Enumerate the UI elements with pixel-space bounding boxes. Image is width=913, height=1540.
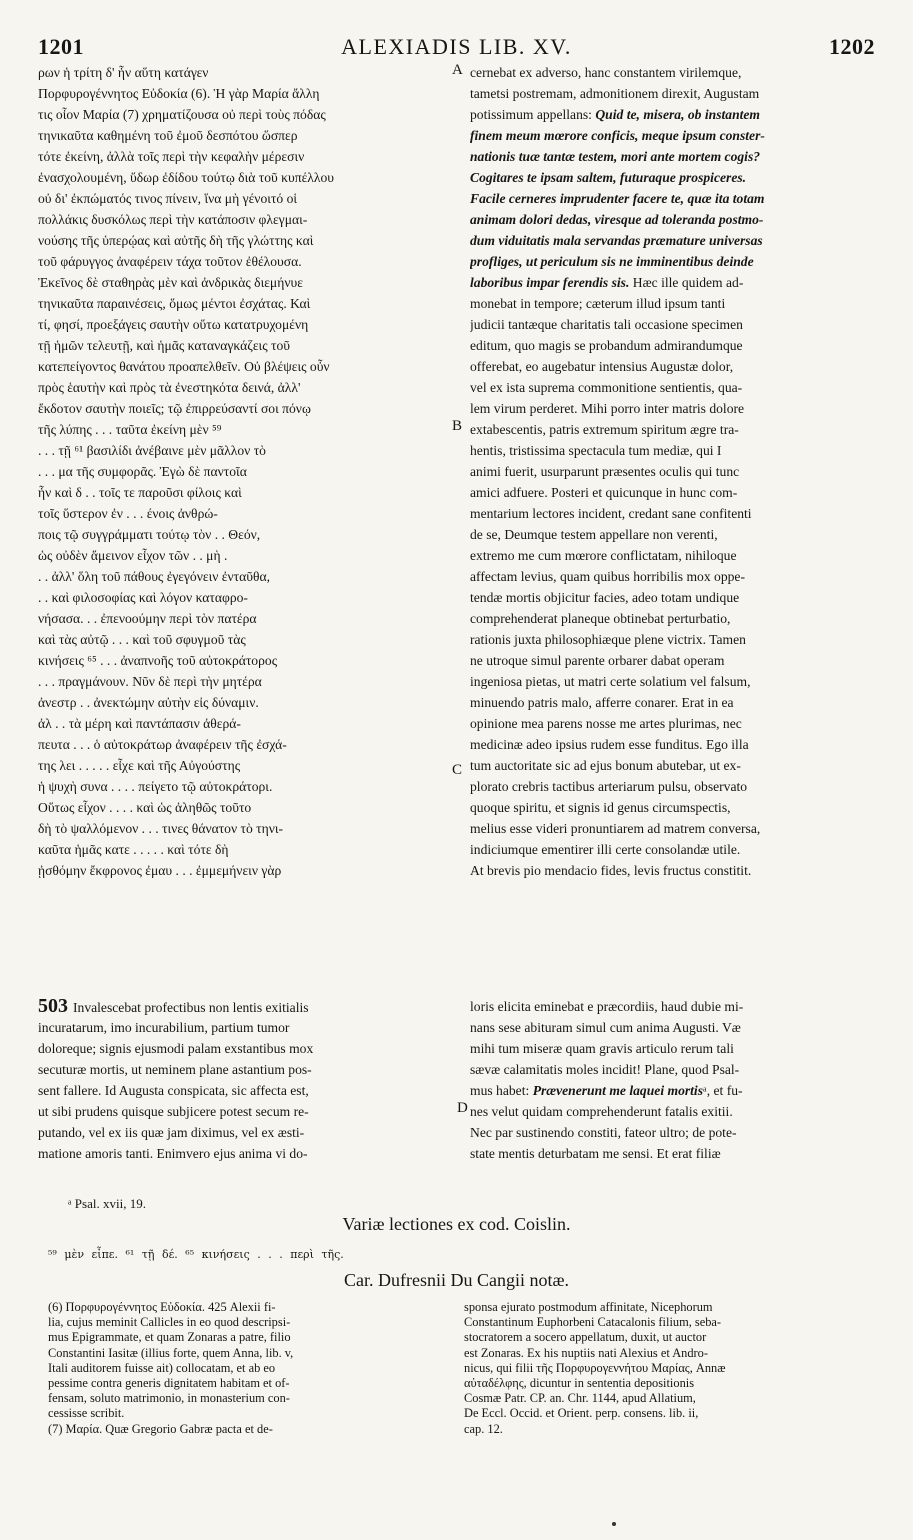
- latin-text-line: profliges, ut periculum sis ne imminentibus deinde: [470, 254, 754, 269]
- note-line: De Eccl. Occid. et Orient. perp. consens. lib. ii,: [464, 1406, 699, 1421]
- greek-text-line: ὡς οὐδὲν ἄμεινον εἶχον τῶν . . μὴ .: [38, 548, 228, 563]
- greek-text-line: της λει . . . . . εἶχε καὶ τῆς Αὐγούστης: [38, 758, 241, 773]
- latin-text-line: judicii tantæque charitatis tali occasione specimen: [470, 317, 743, 332]
- greek-text-line: τότε ἐκείνη, ἀλλὰ τοῖς περὶ τὴν κεφαλὴν μέρεσιν: [38, 149, 305, 164]
- latin-text-line: animi fuerit, usurparunt præsentes oculis qui tunc: [470, 464, 740, 479]
- note-line: mus Epigrammate, et quam Zonaras a patre, filio: [48, 1330, 291, 1345]
- greek-text-line: καῦτα ἡμᾶς κατε . . . . . καὶ τότε δὴ: [38, 842, 229, 857]
- greek-text-line: . . ἀλλ' ὅλη τοῦ πάθους ἐγεγόνειν ἐνταῦθα,: [38, 569, 270, 584]
- running-title: ALEXIADIS LIB. XV.: [341, 34, 572, 59]
- latin-text-line: ut sibi prudens quisque subjicere potest secum re-: [38, 1104, 309, 1119]
- latin-text-line: minuendo patris malo, afferre conarer. Erat in ea: [470, 695, 734, 710]
- note-line: lia, cujus meminit Callicles in eo quod descripsi-: [48, 1315, 291, 1330]
- greek-text-line: κατεπείγοντος θανάτου προαπελθεῖν. Οὐ βλέψεις οὖν: [38, 359, 330, 374]
- latin-text-line: incuratarum, imo incurabilium, partium tumor: [38, 1020, 290, 1035]
- footnote: ᵃ Psal. xvii, 19.: [68, 1196, 146, 1211]
- page-number-right: 1202: [829, 34, 875, 59]
- note-line: Cosmæ Patr. CP. an. Chr. 1144, apud Allatium,: [464, 1391, 696, 1406]
- greek-text-line: ἡ ψυχὴ συνα . . . . πείγετο τῷ αὐτοκράτορι.: [38, 779, 273, 794]
- latin-text-line: sævæ calamitatis moles incidit! Plane, quod Psal-: [470, 1062, 740, 1077]
- greek-text-line: οὐ δι' ἐκπώματός τινος πίνειν, ἵνα μὴ γένοιτό οἱ: [38, 191, 298, 206]
- latin-text-bottom-left: [38, 996, 453, 1164]
- note-line: Itali auditorem fuisse ait) collocatam, et ab eo: [48, 1360, 276, 1375]
- latin-text-line: secuturæ mortis, ut neminem plane astantium pos-: [38, 1062, 312, 1077]
- greek-text-line: ἦν καὶ δ . . τοῖς τε παροῦσι φίλοις καὶ: [38, 485, 242, 500]
- note-line: cap. 12.: [464, 1421, 503, 1436]
- latin-text-line: tametsi postremam, admonitionem direxit, Augustam: [470, 86, 760, 101]
- latin-text-line: nans sese abituram simul cum anima Augusti. Væ: [470, 1020, 741, 1035]
- notes-right-column: [464, 1300, 884, 1437]
- latin-text-line: offerebat, eo augebatur intensius Augustæ dolor,: [470, 359, 734, 374]
- greek-text-line: Ἐκεῖνος δὲ σταθηρὰς μὲν καὶ ἀνδρικὰς διεμήνυε: [38, 275, 303, 290]
- page-number-left: 1201: [38, 34, 84, 59]
- print-mark: [612, 1522, 616, 1526]
- greek-text-line: ρων ἡ τρίτη δ' ἦν αὕτη κατάγεν: [38, 65, 209, 80]
- latin-text-column: [470, 62, 882, 881]
- note-line: αὐταδέλφης, dicuntur in sententia depositionis: [464, 1375, 695, 1390]
- greek-text-line: τί, φησί, προεξάγεις σαυτὴν οὕτω κατατρυχομένη: [38, 317, 309, 332]
- latin-text-line: dum viduitatis mala servandas præmature universas: [470, 233, 763, 248]
- note-line: est Zonaras. Ex his nuptiis nati Alexius et Andro-: [464, 1345, 708, 1360]
- latin-text-bottom-right: [470, 996, 882, 1164]
- greek-text-line: ἀνεστρ . . ἀνεκτώμην αὐτὴν εἰς δύναμιν.: [38, 695, 259, 710]
- margin-letter-b: B: [452, 418, 463, 434]
- latin-text-line: opinione mea parens nosse me artes plurimas, nec: [470, 716, 742, 731]
- greek-text-line: καὶ τὰς αὐτῷ . . . καὶ τοῦ σφυγμοῦ τὰς: [38, 632, 246, 647]
- latin-text-line: Nec par sustinendo constiti, fateor ultro; de pote-: [470, 1125, 737, 1140]
- latin-text-line: monebat in tempore; cæterum illud ipsum tanti: [470, 296, 726, 311]
- latin-text-line: doloreque; signis ejusmodi palam exstantibus mox: [38, 1041, 314, 1056]
- greek-text-line: πρὸς ἑαυτὴν καὶ πρὸς τὰ ἐνεστηκότα δεινά, ἀλλ': [38, 380, 301, 395]
- latin-text-line: melius esse videri pronuntiarem ad matrem conversa,: [470, 821, 761, 836]
- note-line: Constantinum Euphorbeni Catacalonis filium, seba-: [464, 1315, 722, 1330]
- greek-text-line: . . . πραγμάνουν. Νῦν δὲ περὶ τὴν μητέρα: [38, 674, 262, 689]
- note-line: (6) Πορφυρογέννητος Εὐδοκία. 425 Alexii fi-: [48, 1300, 276, 1314]
- greek-text-line: ἀλ . . τὰ μέρη καὶ παντάπασιν ἀθερά-: [38, 716, 241, 731]
- greek-text-line: κινήσεις ⁶⁵ . . . ἀναπνοῆς τοῦ αὐτοκράτορος: [38, 653, 278, 668]
- greek-text-line: ποις τῷ συγγράμματι τούτῳ τὸν . . Θεόν,: [38, 527, 261, 542]
- greek-text-line: δὴ τὸ ψαλλόμενον . . . τινες θάνατον τὸ τηνι-: [38, 821, 284, 836]
- latin-text-line: rationis juxta philosophiæque plene victrix. Tamen: [470, 632, 746, 647]
- latin-text-line: editum, quo magis se probandum admirandumque: [470, 338, 743, 353]
- latin-text-line: Cogitares te ipsam saltem, futuraque prospiceres.: [470, 170, 747, 185]
- greek-text-line: τῇ ἡμῶν τελευτῇ, καὶ ἡμᾶς καταναγκάζεις τοῦ: [38, 338, 290, 353]
- notes-heading: Car. Dufresnii Du Cangii notæ.: [344, 1270, 569, 1290]
- latin-text-line: cernebat ex adverso, hanc constantem virilemque,: [470, 65, 742, 80]
- note-line: pessime contra generis dignitatem habitam et of-: [48, 1375, 290, 1390]
- notes-left-column: [48, 1300, 446, 1437]
- greek-text-line: πευτα . . . ὁ αὐτοκράτωρ ἀναφέρειν τῆς ἐσχά-: [38, 737, 287, 752]
- greek-text-line: τοῖς ὕστερον ἐν . . . ένοις ἀνθρώ-: [38, 506, 218, 521]
- latin-text-line: mus habet: Prævenerunt me laquei mortisᵃ, et fu-: [470, 1083, 743, 1098]
- latin-text-line: 503 Invalescebat profectibus non lentis exitialis: [38, 996, 309, 1017]
- margin-letter-c: C: [452, 762, 463, 778]
- greek-text-line: νούσης τῆς ὑπερῴας καὶ αὐτῆς δὴ τῆς γλώττης καὶ: [38, 233, 314, 248]
- latin-text-line: lem virum perderet. Mihi porro inter matris dolore: [470, 401, 745, 416]
- latin-text-line: matione amoris tanti. Enimvero ejus anima vi do-: [38, 1146, 308, 1161]
- greek-text-line: . . . τῇ ⁶¹ βασιλίδι ἀνέβαινε μὲν μᾶλλον τὸ: [38, 443, 266, 458]
- greek-text-line: . . καὶ φιλοσοφίας καὶ λόγον καταφρο-: [38, 590, 248, 605]
- latin-text-line: indiciumque ementirer illi certe consolandæ utile.: [470, 842, 741, 857]
- greek-text-line: τις οἷον Μαρία (7) χρηματίζουσα οὐ περὶ τοὺς πόδας: [38, 107, 326, 122]
- latin-text-line: loris elicita eminebat e præcordiis, haud dubie mi-: [470, 999, 744, 1014]
- note-line: cessisse scribit.: [48, 1406, 125, 1421]
- margin-letter-a: A: [452, 62, 463, 78]
- latin-text-line: animam dolori dedas, viresque ad toleranda postmo-: [470, 212, 764, 227]
- latin-text-line: comprehenderat planeque obtinebat perturbatio,: [470, 611, 731, 626]
- note-line: nicus, qui filii τῆς Πορφυρογεννήτου Μαρίας, Annæ: [464, 1360, 726, 1375]
- latin-text-line: laboribus impar ferendis sis. Hæc ille quidem ad-: [470, 275, 744, 290]
- latin-text-line: ingeniosa pietas, ut matri certe solatium vel falsum,: [470, 674, 751, 689]
- latin-text-line: mihi tum miseræ quam gravis articulo rerum tali: [470, 1041, 734, 1056]
- greek-text-line: . . . μα τῆς συμφορᾶς. Ἐγὼ δὲ παντοῖα: [38, 464, 247, 479]
- greek-text-line: τηνικαῦτα παραινέσεις, ὅμως μέντοι ἐσχάτας. Καὶ: [38, 296, 311, 311]
- latin-text-line: medicinæ adeo ipsius rudem esse funditus. Ego illa: [470, 737, 749, 752]
- greek-text-line: ἔκδοτον σαυτὴν ποιεῖς; τῷ ἐπιρρεύσαντί σοι πόνῳ: [38, 401, 311, 416]
- greek-text-line: ᾐσθόμην ἔκφρονος ἐμαυ . . . ἐμμεμήνειν γὰρ: [38, 863, 282, 878]
- latin-text-line: hentis, tristissima spectacula tum mediæ, qui I: [470, 443, 722, 458]
- latin-text-line: finem meum mœrore conficis, meque ipsum conster-: [470, 128, 765, 143]
- latin-text-line: affectam levius, quam quibus horribilis mox oppe-: [470, 569, 745, 584]
- note-line: stocratorem a socero appellatum, duxit, ut auctor: [464, 1330, 707, 1345]
- latin-text-line: sent fallere. Id Augusta conspicata, sic affecta est,: [38, 1083, 309, 1098]
- greek-text-line: τῆς λύπης . . . ταῦτα ἐκείνη μὲν ⁵⁹: [38, 422, 222, 437]
- latin-text-line: vel ex ista suprema commonitione sentientis, qua-: [470, 380, 743, 395]
- latin-text-line: nationis tuæ tantæ testem, mori ante mortem cogis?: [470, 149, 761, 164]
- latin-text-line: quoque spiritu, et signis id genus circumspectis,: [470, 800, 731, 815]
- latin-text-line: tendæ mortis objicitur facies, adeo totam undique: [470, 590, 740, 605]
- variants-heading: Variæ lectiones ex cod. Coislin.: [342, 1214, 571, 1234]
- margin-letter-d: D: [457, 1100, 468, 1116]
- latin-text-line: tum auctoritate sic ad ejus bonum abutebar, ut ex-: [470, 758, 741, 773]
- greek-text-line: τοῦ φάρυγγος ἀναφέρειν τάχα τοῦτον ἐθέλουσα.: [38, 254, 302, 269]
- greek-text-line: Πορφυρογέννητος Εὐδοκία (6). Ἡ γὰρ Μαρία ἄλλη: [38, 86, 320, 101]
- greek-text-line: τηνικαῦτα καθημένη τοῦ ἐμοῦ δεσπότου ὥσπερ: [38, 128, 298, 143]
- greek-text-column: [38, 62, 453, 881]
- latin-text-line: extabescentis, patris extremum spiritum ægre tra-: [470, 422, 739, 437]
- greek-text-line: Οὕτως εἶχον . . . . καὶ ὡς ἀληθῶς τοῦτο: [38, 800, 252, 815]
- note-line: sponsa ejurato postmodum affinitate, Nicephorum: [464, 1300, 713, 1314]
- latin-text-line: amici adfuere. Posteri et quicunque in hunc com-: [470, 485, 738, 500]
- latin-text-line: At brevis pio mendacio fides, levis fructus constitit.: [470, 863, 752, 878]
- column-number-marker: 503: [38, 996, 73, 1017]
- latin-text-line: ne utroque simul parente orbarer dabat operam: [470, 653, 725, 668]
- greek-text-line: ἐνασχολουμένη, ὕδωρ ἐδίδου τούτῳ διὰ τοῦ κυπέλλου: [38, 170, 335, 185]
- note-line: Constantini Iasitæ (illius forte, quem Anna, lib. v,: [48, 1345, 294, 1360]
- latin-text-line: de se, Deumque testem appellare non verenti,: [470, 527, 718, 542]
- latin-text-line: state mentis deturbatam me sensi. Et erat filiæ: [470, 1146, 721, 1161]
- variant-readings: ⁵⁹ μὲν εἶπε. ⁶¹ τῇ δέ. ⁶⁵ κινήσεις . . . περὶ τῆς.: [48, 1248, 344, 1261]
- latin-text-line: Facile cerneres imprudenter facere te, quæ ita totam: [470, 191, 765, 206]
- greek-text-line: πολλάκις δυσκόλως περὶ τὴν κατάποσιν φλεγμαι-: [38, 212, 308, 227]
- latin-text-line: plorato crebris tactibus arteriarum pulsu, observato: [470, 779, 748, 794]
- latin-text-line: nes velut quidam comprehenderunt fatalis exitii.: [470, 1104, 733, 1119]
- latin-text-line: mentarium lectores incident, credant sane confitenti: [470, 506, 752, 521]
- latin-text-line: extremo me cum mœrore conflictatam, nihiloque: [470, 548, 737, 563]
- note-line: fensam, soluto matrimonio, in monasterium con-: [48, 1391, 290, 1406]
- latin-text-line: potissimum appellans: Quid te, misera, ob instantem: [470, 107, 761, 122]
- latin-text-line: putando, vel ex iis quæ jam diximus, vel ex æsti-: [38, 1125, 305, 1140]
- greek-text-line: νήσασα. . . ἐπενοούμην περὶ τὸν πατέρα: [38, 611, 257, 626]
- note-line: (7) Μαρία. Quæ Gregorio Gabræ pacta et de-: [48, 1421, 273, 1436]
